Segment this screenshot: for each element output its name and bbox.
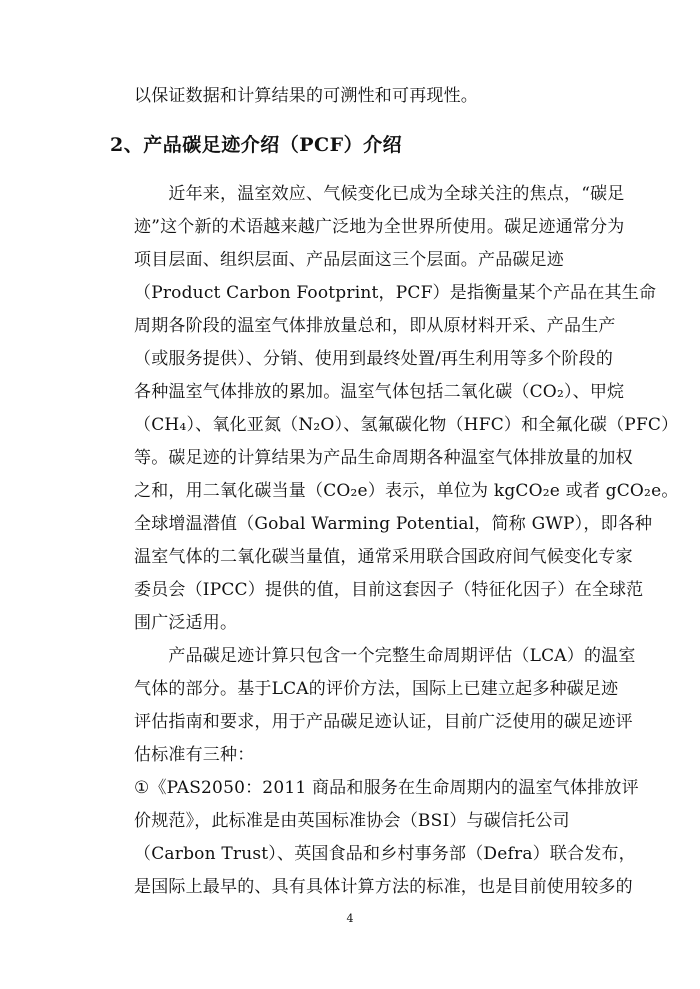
paragraph-line: 各种温室气体排放的累加。温室气体包括二氧化碳（CO₂）、甲烷 [134,382,625,402]
paragraph-line: 全球增温潜值（Gobal Warming Potential，简称 GWP），即各种 [134,514,653,534]
paragraph-line: 围广泛适用。 [134,613,238,633]
paragraph-line: 迹”这个新的术语越来越广泛地为全世界所使用。碳足迹通常分为 [134,217,625,237]
paragraph-line: （或服务提供）、分销、使用到最终处置/再生利用等多个阶段的 [134,349,614,369]
paragraph-line: （CH₄）、氧化亚氮（N₂O）、氢氟碳化物（HFC）和全氟化碳（PFC） [134,415,679,435]
paragraph-line: 价规范》，此标准是由英国标准协会（BSI）与碳信托公司 [134,811,570,831]
paragraph-line: ①《PAS2050：2011 商品和服务在生命周期内的温室气体排放评 [134,778,639,798]
paragraph-line: 评估指南和要求，用于产品碳足迹认证，目前广泛使用的碳足迹评 [134,712,633,732]
page-number: 4 [346,912,354,925]
paragraph-line: 是国际上最早的、具有具体计算方法的标准，也是目前使用较多的 [134,877,633,897]
paragraph-line: 估标准有三种： [134,745,255,765]
paragraph-line: 周期各阶段的温室气体排放量总和，即从原材料开采、产品生产 [134,316,616,336]
paragraph-line: （Product Carbon Footprint，PCF）是指衡量某个产品在其生命 [134,283,657,303]
paragraph-line: 产品碳足迹计算只包含一个完整生命周期评估（LCA）的温室 [134,646,636,666]
top-line: 以保证数据和计算结果的可溯性和可再现性。 [134,86,478,106]
paragraph-line: 等。碳足迹的计算结果为产品生命周期各种温室气体排放量的加权 [134,448,633,468]
paragraph-line: 温室气体的二氧化碳当量值，通常采用联合国政府间气候变化专家 [134,547,633,567]
paragraph-line: （Carbon Trust）、英国食品和乡村事务部（Defra）联合发布， [134,844,636,864]
paragraph-line: 近年来，温室效应、气候变化已成为全球关注的焦点，“碳足 [134,184,625,204]
paragraph-line: 之和，用二氧化碳当量（CO₂e）表示，单位为 kgCO₂e 或者 gCO₂e。 [134,481,679,501]
paragraph-line: 项目层面、组织层面、产品层面这三个层面。产品碳足迹 [134,250,564,270]
paragraph-line: 气体的部分。基于LCA的评价方法，国际上已建立起多种碳足迹 [134,679,619,699]
section-heading: 2、产品碳足迹介绍（PCF）介绍 [110,134,403,156]
paragraph-line: 委员会（IPCC）提供的值，目前这套因子（特征化因子）在全球范 [134,580,644,600]
